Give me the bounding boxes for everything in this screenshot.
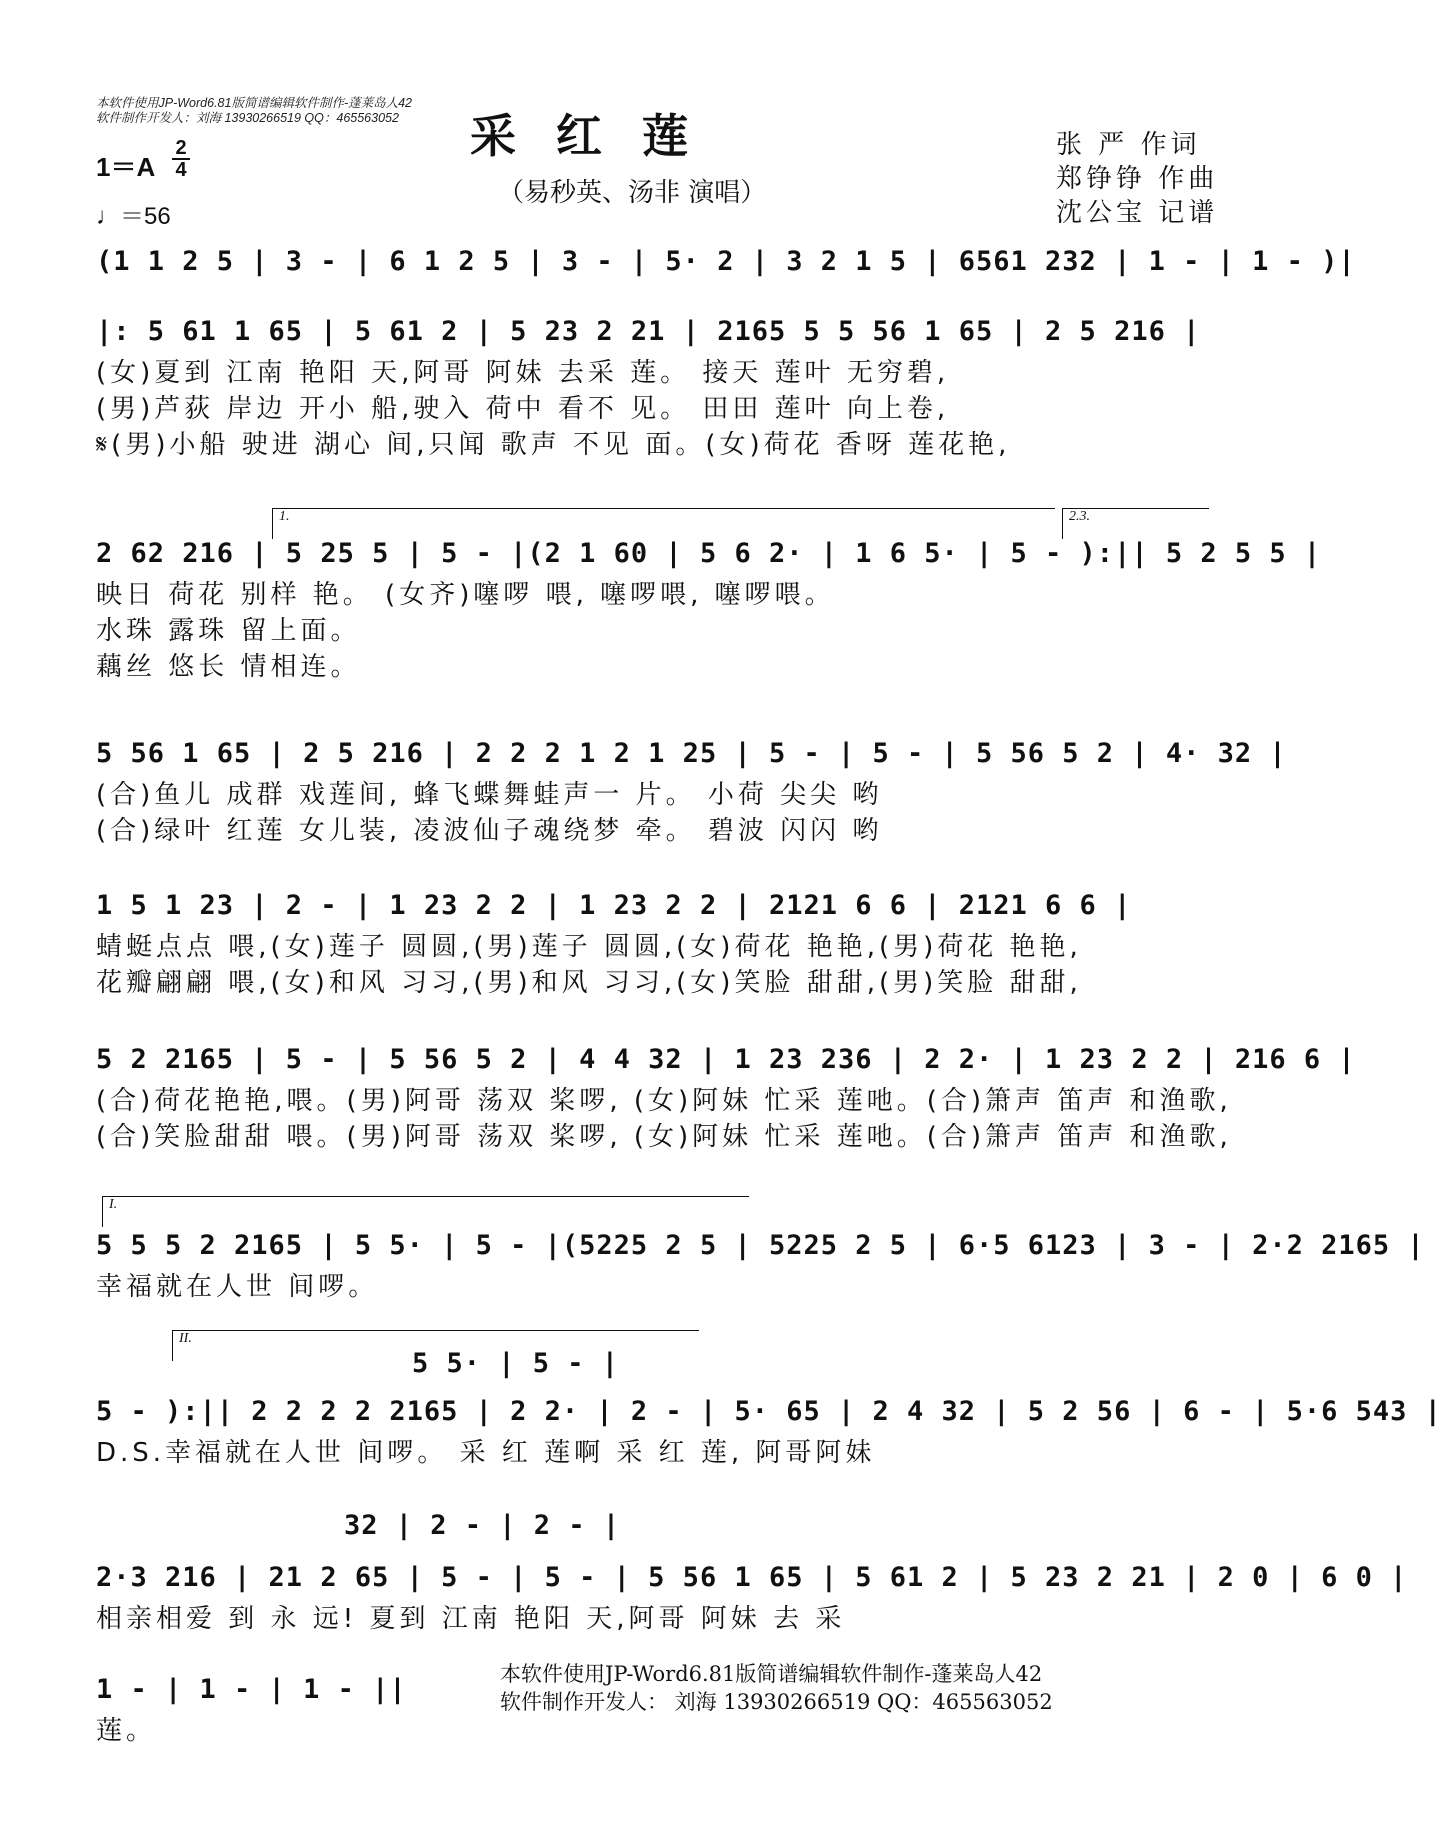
score-line-5 xyxy=(96,1044,1356,1152)
key-signature: 1＝A xyxy=(96,152,156,182)
lyrics-line-1-verse-2: (男)芦荻 岸边 开小 船,驶入 荷中 看不 见。 田田 莲叶 向上卷, xyxy=(96,394,950,424)
lyrics-line-4-verse-1: 蜻蜓点点 喂,(女)莲子 圆圆,(男)莲子 圆圆,(女)荷花 艳艳,(男)荷花 艳艳, xyxy=(96,932,1082,962)
ossia-notes-line-7: 5 5· | 5 - | xyxy=(412,1348,620,1379)
volta-label-2-3: 2.3. xyxy=(1069,509,1090,524)
lyrics-line-5-verse-1: (合)荷花艳艳,喂。(男)阿哥 荡双 桨啰, (女)阿妹 忙采 莲吔。(合)箫声 笛声 和渔歌, xyxy=(96,1086,1232,1116)
score-line-4 xyxy=(96,890,1216,998)
volta-bracket-first-ending xyxy=(102,1196,749,1227)
lyrics-line-1-verse-1: (女)夏到 江南 艳阳 天,阿哥 阿妹 去采 莲。 接天 莲叶 无穷碧, xyxy=(96,358,950,388)
lyrics-line-8: 相亲相爱 到 永 远! 夏到 江南 艳阳 天,阿哥 阿妹 去 采 xyxy=(96,1604,846,1634)
composer: 郑铮铮 作曲 xyxy=(1056,164,1219,194)
volta-bracket-1 xyxy=(272,508,1055,539)
notes-line-6: 5 5 5 2 2165 | 5 5· | 5 - |(5225 2 5 | 5225 2 5 | 6·5 6123 | 3 - | 2·2 2165 | xyxy=(96,1230,1425,1261)
notes-line-3: 5 56 1 65 | 2 5 216 | 2 2 2 1 2 1 25 | 5 - | 5 - | 5 56 5 2 | 4· 32 | xyxy=(96,738,1287,769)
software-credit-top-line1: 本软件使用JP-Word6.81版简谱编辑软件制作-蓬莱岛人42 xyxy=(96,96,413,110)
software-credit-top xyxy=(96,96,412,126)
time-signature-top: 2 xyxy=(175,137,187,159)
lyrics-line-9: 莲。 xyxy=(96,1716,157,1746)
singers: （易秒英、汤非 演唱） xyxy=(498,178,767,208)
notes-line-5: 5 2 2165 | 5 - | 5 56 5 2 | 4 4 32 | 1 23 236 | 2 2· | 1 23 2 2 | 216 6 | xyxy=(96,1044,1356,1075)
lyrics-line-4-verse-2: 花瓣翩翩 喂,(女)和风 习习,(男)和风 习习,(女)笑脸 甜甜,(男)笑脸 甜甜, xyxy=(96,968,1082,998)
credits xyxy=(1056,128,1218,230)
lyrics-line-1-verse-3: 𝄋(男)小船 驶进 湖心 间,只闻 歌声 不见 面。(女)荷花 香呀 莲花艳, xyxy=(96,430,1011,460)
score-line-3 xyxy=(96,738,1287,846)
score-line-1 xyxy=(96,316,1216,460)
ossia-line-7 xyxy=(412,1348,620,1384)
lyrics-line-7: D.S.幸福就在人世 间啰。 采 红 莲啊 采 红 莲, 阿哥阿妹 xyxy=(96,1438,876,1468)
software-credit-footer-line2: 软件制作开发人： 刘海 13930266519 QQ：465563052 xyxy=(500,1690,1053,1714)
lyrics-line-2-verse-2: 水珠 露珠 留上面。 xyxy=(96,616,361,646)
notes-line-1: |: 5 61 1 65 | 5 61 2 | 5 23 2 21 | 2165 5 5 56 1 65 | 2 5 216 | xyxy=(96,316,1201,347)
software-credit-footer-line1: 本软件使用JP-Word6.81版简谱编辑软件制作-蓬莱岛人42 xyxy=(500,1662,1043,1686)
ossia-notes-line-8: 32 | 2 - | 2 - | xyxy=(344,1510,621,1541)
lyricist: 张 严 作词 xyxy=(1056,130,1201,160)
software-credit-top-line2: 软件制作开发人：刘海 13930266519 QQ：465563052 xyxy=(96,111,399,125)
time-signature xyxy=(170,139,192,179)
notes-line-2: 2 62 216 | 5 25 5 | 5 - |(2 1 60 | 5 6 2· | 1 6 5· | 5 - ):|| 5 2 5 5 | xyxy=(96,538,1322,569)
lyrics-line-3-verse-1: (合)鱼儿 成群 戏莲间, 蜂飞蝶舞蛙声一 片。 小荷 尖尖 哟 xyxy=(96,780,883,810)
score-line-6 xyxy=(96,1230,1425,1302)
volta-bracket-2-3 xyxy=(1062,508,1209,539)
score-line-9 xyxy=(96,1674,407,1746)
lyrics-line-2-verse-3: 藕丝 悠长 情相连。 xyxy=(96,652,361,682)
notes-line-9: 1 - | 1 - | 1 - || xyxy=(96,1674,407,1705)
lyrics-line-5-verse-2: (合)笑脸甜甜 喂。(男)阿哥 荡双 桨啰, (女)阿妹 忙采 莲吔。(合)箫声 笛声 和渔歌, xyxy=(96,1122,1232,1152)
score-line-intro xyxy=(96,246,1356,282)
notes-intro: (1 1 2 5 | 3 - | 6 1 2 5 | 3 - | 5· 2 | 3 2 1 5 | 6561 232 | 1 - | 1 - )| xyxy=(96,246,1356,277)
tempo-mark: ♩＝56 xyxy=(96,203,171,230)
software-credit-footer xyxy=(500,1660,1053,1716)
notes-line-7: 5 - ):|| 2 2 2 2 2165 | 2 2· | 2 - | 5· 65 | 2 4 32 | 5 2 56 | 6 - | 5·6 543 | xyxy=(96,1396,1442,1427)
lyrics-line-2-verse-1: 映日 荷花 别样 艳。 (女齐)噻啰 喂, 噻啰喂, 噻啰喂。 xyxy=(96,580,835,610)
volta-label-first-ending: I. xyxy=(109,1197,118,1212)
score-line-2 xyxy=(96,538,1322,682)
lyrics-line-3-verse-2: (合)绿叶 红莲 女儿装, 凌波仙子魂绕梦 牵。 碧波 闪闪 哟 xyxy=(96,816,883,846)
notes-line-8: 2·3 216 | 21 2 65 | 5 - | 5 - | 5 56 1 65 | 5 61 2 | 5 23 2 21 | 2 0 | 6 0 | xyxy=(96,1562,1408,1593)
transcriber: 沈公宝 记谱 xyxy=(1056,198,1219,228)
volta-label-second-ending: II. xyxy=(179,1331,192,1346)
score-line-8 xyxy=(96,1562,1408,1634)
song-title: 采红莲 xyxy=(470,109,728,163)
notes-line-4: 1 5 1 23 | 2 - | 1 23 2 2 | 1 23 2 2 | 2121 6 6 | 2121 6 6 | xyxy=(96,890,1132,921)
ossia-line-8 xyxy=(344,1510,621,1546)
lyrics-line-6: 幸福就在人世 间啰。 xyxy=(96,1272,379,1302)
time-signature-bottom: 4 xyxy=(175,159,187,181)
score-line-7 xyxy=(96,1396,1442,1468)
volta-label-1: 1. xyxy=(279,509,290,524)
